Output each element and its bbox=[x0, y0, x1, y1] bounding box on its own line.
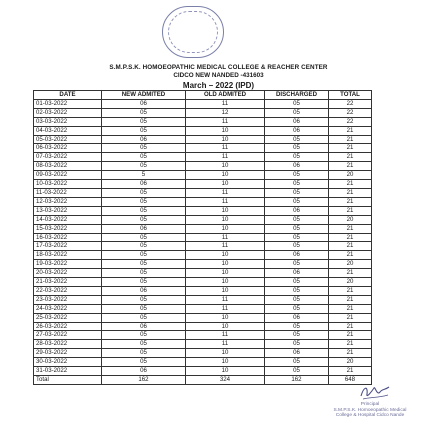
cell-total: 20 bbox=[329, 171, 372, 180]
column-header-new-admitted: NEW ADMITED bbox=[102, 91, 186, 100]
cell-new-admitted: 05 bbox=[102, 188, 186, 197]
seal-line-title: Principal bbox=[360, 402, 380, 407]
cell-discharged: 05 bbox=[265, 322, 329, 331]
cell-total: 21 bbox=[329, 251, 372, 260]
cell-date: 26-03-2022 bbox=[34, 322, 102, 331]
cell-old-admitted: 10 bbox=[186, 278, 265, 287]
table-row bbox=[34, 269, 372, 278]
cell-discharged: 06 bbox=[265, 349, 329, 358]
cell-old-admitted: 11 bbox=[186, 99, 265, 108]
cell-discharged: 05 bbox=[265, 233, 329, 242]
table-row bbox=[34, 224, 372, 233]
cell-old-admitted: 11 bbox=[186, 117, 265, 126]
cell-total: 21 bbox=[329, 304, 372, 313]
cell-date: 20-03-2022 bbox=[34, 269, 102, 278]
cell-discharged: 05 bbox=[265, 367, 329, 376]
cell-discharged: 05 bbox=[265, 331, 329, 340]
cell-discharged: 05 bbox=[265, 99, 329, 108]
table-row bbox=[34, 286, 372, 295]
table-row bbox=[34, 260, 372, 269]
cell-old-admitted: 11 bbox=[186, 242, 265, 251]
cell-discharged: 05 bbox=[265, 304, 329, 313]
cell-total: 21 bbox=[329, 313, 372, 322]
cell-date: 03-03-2022 bbox=[34, 117, 102, 126]
table-row bbox=[34, 340, 372, 349]
cell-discharged: 05 bbox=[265, 286, 329, 295]
cell-new-admitted: 05 bbox=[102, 304, 186, 313]
cell-new-admitted: 05 bbox=[102, 206, 186, 215]
cell-date: 02-03-2022 bbox=[34, 108, 102, 117]
cell-new-admitted: 06 bbox=[102, 367, 186, 376]
column-header-total: TOTAL bbox=[329, 91, 372, 100]
cell-date: 25-03-2022 bbox=[34, 313, 102, 322]
cell-new-admitted: 05 bbox=[102, 144, 186, 153]
cell-new-admitted: 05 bbox=[102, 126, 186, 135]
cell-date: 08-03-2022 bbox=[34, 162, 102, 171]
cell-new-admitted: 05 bbox=[102, 197, 186, 206]
cell-new-admitted: 06 bbox=[102, 135, 186, 144]
principal-seal bbox=[306, 402, 434, 419]
cell-total: 22 bbox=[329, 108, 372, 117]
table-row bbox=[34, 126, 372, 135]
cell-date: 12-03-2022 bbox=[34, 197, 102, 206]
cell-total: 20 bbox=[329, 278, 372, 287]
table-row bbox=[34, 180, 372, 189]
cell-old-admitted: 10 bbox=[186, 206, 265, 215]
cell-new-admitted: 05 bbox=[102, 358, 186, 367]
table-row bbox=[34, 367, 372, 376]
cell-old-admitted: 10 bbox=[186, 171, 265, 180]
cell-total: 21 bbox=[329, 180, 372, 189]
cell-discharged: 06 bbox=[265, 117, 329, 126]
cell-date: 07-03-2022 bbox=[34, 153, 102, 162]
table-row bbox=[34, 99, 372, 108]
cell-old-admitted: 10 bbox=[186, 135, 265, 144]
cell-old-admitted: 11 bbox=[186, 197, 265, 206]
table-header-row bbox=[34, 91, 372, 100]
table-row bbox=[34, 322, 372, 331]
table-row bbox=[34, 117, 372, 126]
cell-new-admitted: 06 bbox=[102, 224, 186, 233]
table-row bbox=[34, 295, 372, 304]
table-row bbox=[34, 251, 372, 260]
cell-date: 24-03-2022 bbox=[34, 304, 102, 313]
cell-new-admitted: 05 bbox=[102, 349, 186, 358]
total-old-admitted: 324 bbox=[186, 376, 265, 385]
cell-discharged: 05 bbox=[265, 188, 329, 197]
cell-old-admitted: 11 bbox=[186, 295, 265, 304]
cell-date: 04-03-2022 bbox=[34, 126, 102, 135]
cell-date: 31-03-2022 bbox=[34, 367, 102, 376]
cell-old-admitted: 10 bbox=[186, 367, 265, 376]
table-row bbox=[34, 331, 372, 340]
cell-discharged: 05 bbox=[265, 358, 329, 367]
table-row bbox=[34, 278, 372, 287]
cell-old-admitted: 11 bbox=[186, 304, 265, 313]
cell-discharged: 06 bbox=[265, 206, 329, 215]
cell-new-admitted: 05 bbox=[102, 108, 186, 117]
cell-old-admitted: 11 bbox=[186, 233, 265, 242]
cell-new-admitted: 05 bbox=[102, 269, 186, 278]
cell-total: 21 bbox=[329, 269, 372, 278]
cell-total: 20 bbox=[329, 260, 372, 269]
cell-total: 20 bbox=[329, 215, 372, 224]
cell-new-admitted: 05 bbox=[102, 313, 186, 322]
cell-new-admitted: 05 bbox=[102, 233, 186, 242]
cell-discharged: 06 bbox=[265, 313, 329, 322]
cell-old-admitted: 11 bbox=[186, 331, 265, 340]
cell-discharged: 05 bbox=[265, 278, 329, 287]
official-stamp bbox=[162, 6, 224, 58]
cell-discharged: 06 bbox=[265, 126, 329, 135]
cell-total: 21 bbox=[329, 126, 372, 135]
table-body bbox=[34, 99, 372, 375]
cell-new-admitted: 05 bbox=[102, 331, 186, 340]
cell-new-admitted: 05 bbox=[102, 340, 186, 349]
cell-total: 20 bbox=[329, 358, 372, 367]
table-row bbox=[34, 135, 372, 144]
cell-new-admitted: 5 bbox=[102, 171, 186, 180]
cell-old-admitted: 11 bbox=[186, 188, 265, 197]
cell-date: 29-03-2022 bbox=[34, 349, 102, 358]
total-new-admitted: 162 bbox=[102, 376, 186, 385]
cell-discharged: 05 bbox=[265, 153, 329, 162]
cell-date: 11-03-2022 bbox=[34, 188, 102, 197]
cell-discharged: 06 bbox=[265, 162, 329, 171]
cell-date: 17-03-2022 bbox=[34, 242, 102, 251]
cell-old-admitted: 10 bbox=[186, 269, 265, 278]
cell-total: 21 bbox=[329, 162, 372, 171]
cell-old-admitted: 10 bbox=[186, 286, 265, 295]
cell-total: 21 bbox=[329, 197, 372, 206]
cell-total: 21 bbox=[329, 340, 372, 349]
cell-date: 30-03-2022 bbox=[34, 358, 102, 367]
seal-line-college: S.M.P.S.K. Homoeopathic Medical bbox=[333, 407, 407, 413]
table-row bbox=[34, 242, 372, 251]
total-label: Total bbox=[34, 376, 102, 385]
cell-old-admitted: 11 bbox=[186, 340, 265, 349]
cell-date: 14-03-2022 bbox=[34, 215, 102, 224]
cell-total: 21 bbox=[329, 286, 372, 295]
table-row bbox=[34, 215, 372, 224]
cell-date: 13-03-2022 bbox=[34, 206, 102, 215]
table-row bbox=[34, 233, 372, 242]
cell-total: 21 bbox=[329, 367, 372, 376]
cell-date: 28-03-2022 bbox=[34, 340, 102, 349]
cell-new-admitted: 05 bbox=[102, 295, 186, 304]
cell-total: 21 bbox=[329, 233, 372, 242]
cell-new-admitted: 05 bbox=[102, 215, 186, 224]
table-row bbox=[34, 304, 372, 313]
cell-date: 09-03-2022 bbox=[34, 171, 102, 180]
cell-discharged: 05 bbox=[265, 180, 329, 189]
cell-new-admitted: 05 bbox=[102, 260, 186, 269]
cell-new-admitted: 05 bbox=[102, 117, 186, 126]
cell-date: 18-03-2022 bbox=[34, 251, 102, 260]
cell-total: 21 bbox=[329, 322, 372, 331]
cell-old-admitted: 10 bbox=[186, 162, 265, 171]
cell-discharged: 05 bbox=[265, 108, 329, 117]
cell-discharged: 06 bbox=[265, 269, 329, 278]
cell-total: 21 bbox=[329, 153, 372, 162]
cell-old-admitted: 12 bbox=[186, 108, 265, 117]
table-row bbox=[34, 108, 372, 117]
cell-date: 15-03-2022 bbox=[34, 224, 102, 233]
cell-discharged: 05 bbox=[265, 295, 329, 304]
cell-date: 05-03-2022 bbox=[34, 135, 102, 144]
column-header-old-admitted: OLD ADMITED bbox=[186, 91, 265, 100]
cell-total: 21 bbox=[329, 349, 372, 358]
table-row bbox=[34, 162, 372, 171]
total-discharged: 162 bbox=[265, 376, 329, 385]
stamp-inner-ring bbox=[168, 11, 218, 53]
cell-discharged: 05 bbox=[265, 197, 329, 206]
cell-new-admitted: 06 bbox=[102, 99, 186, 108]
cell-old-admitted: 11 bbox=[186, 144, 265, 153]
cell-new-admitted: 05 bbox=[102, 162, 186, 171]
cell-old-admitted: 10 bbox=[186, 322, 265, 331]
cell-old-admitted: 10 bbox=[186, 224, 265, 233]
cell-total: 22 bbox=[329, 117, 372, 126]
college-name: S.M.P.S.K. HOMOEOPATHIC MEDICAL COLLEGE & REACHER CENTER bbox=[109, 64, 328, 71]
cell-total: 22 bbox=[329, 99, 372, 108]
table-row bbox=[34, 206, 372, 215]
report-period: March – 2022 (IPD) bbox=[182, 81, 255, 90]
column-header-date: DATE bbox=[34, 91, 102, 100]
cell-new-admitted: 06 bbox=[102, 286, 186, 295]
cell-old-admitted: 10 bbox=[186, 251, 265, 260]
cell-total: 21 bbox=[329, 206, 372, 215]
cell-old-admitted: 10 bbox=[186, 349, 265, 358]
cell-date: 01-03-2022 bbox=[34, 99, 102, 108]
cell-total: 21 bbox=[329, 188, 372, 197]
college-address: CIDCO NEW NANDED -431603 bbox=[173, 72, 264, 79]
cell-old-admitted: 10 bbox=[186, 215, 265, 224]
cell-discharged: 05 bbox=[265, 340, 329, 349]
cell-discharged: 05 bbox=[265, 215, 329, 224]
table-row bbox=[34, 358, 372, 367]
table-total-row bbox=[34, 376, 372, 385]
cell-total: 21 bbox=[329, 295, 372, 304]
cell-old-admitted: 10 bbox=[186, 260, 265, 269]
cell-total: 21 bbox=[329, 242, 372, 251]
cell-total: 21 bbox=[329, 224, 372, 233]
table-row bbox=[34, 349, 372, 358]
cell-date: 19-03-2022 bbox=[34, 260, 102, 269]
handwritten-signature bbox=[358, 382, 392, 402]
cell-old-admitted: 11 bbox=[186, 153, 265, 162]
cell-new-admitted: 06 bbox=[102, 180, 186, 189]
cell-date: 21-03-2022 bbox=[34, 278, 102, 287]
cell-new-admitted: 05 bbox=[102, 251, 186, 260]
cell-old-admitted: 10 bbox=[186, 126, 265, 135]
table-row bbox=[34, 188, 372, 197]
cell-total: 21 bbox=[329, 144, 372, 153]
cell-old-admitted: 10 bbox=[186, 358, 265, 367]
table-row bbox=[34, 197, 372, 206]
cell-total: 21 bbox=[329, 135, 372, 144]
cell-new-admitted: 05 bbox=[102, 242, 186, 251]
seal-line-location: College & Hospital Cidco Nande bbox=[335, 413, 405, 419]
cell-new-admitted: 05 bbox=[102, 153, 186, 162]
total-total: 648 bbox=[329, 376, 372, 385]
cell-date: 22-03-2022 bbox=[34, 286, 102, 295]
cell-date: 23-03-2022 bbox=[34, 295, 102, 304]
cell-date: 27-03-2022 bbox=[34, 331, 102, 340]
cell-old-admitted: 10 bbox=[186, 313, 265, 322]
cell-discharged: 05 bbox=[265, 144, 329, 153]
cell-date: 10-03-2022 bbox=[34, 180, 102, 189]
column-header-discharged: DISCHARGED bbox=[265, 91, 329, 100]
table-row bbox=[34, 313, 372, 322]
cell-date: 16-03-2022 bbox=[34, 233, 102, 242]
cell-old-admitted: 10 bbox=[186, 180, 265, 189]
table-row bbox=[34, 153, 372, 162]
cell-discharged: 06 bbox=[265, 251, 329, 260]
ipd-census-table bbox=[33, 90, 372, 385]
cell-total: 21 bbox=[329, 331, 372, 340]
cell-discharged: 05 bbox=[265, 260, 329, 269]
cell-discharged: 05 bbox=[265, 242, 329, 251]
cell-discharged: 05 bbox=[265, 135, 329, 144]
cell-discharged: 05 bbox=[265, 171, 329, 180]
table-row bbox=[34, 171, 372, 180]
cell-new-admitted: 06 bbox=[102, 322, 186, 331]
cell-discharged: 05 bbox=[265, 224, 329, 233]
cell-date: 06-03-2022 bbox=[34, 144, 102, 153]
cell-new-admitted: 05 bbox=[102, 278, 186, 287]
table-row bbox=[34, 144, 372, 153]
